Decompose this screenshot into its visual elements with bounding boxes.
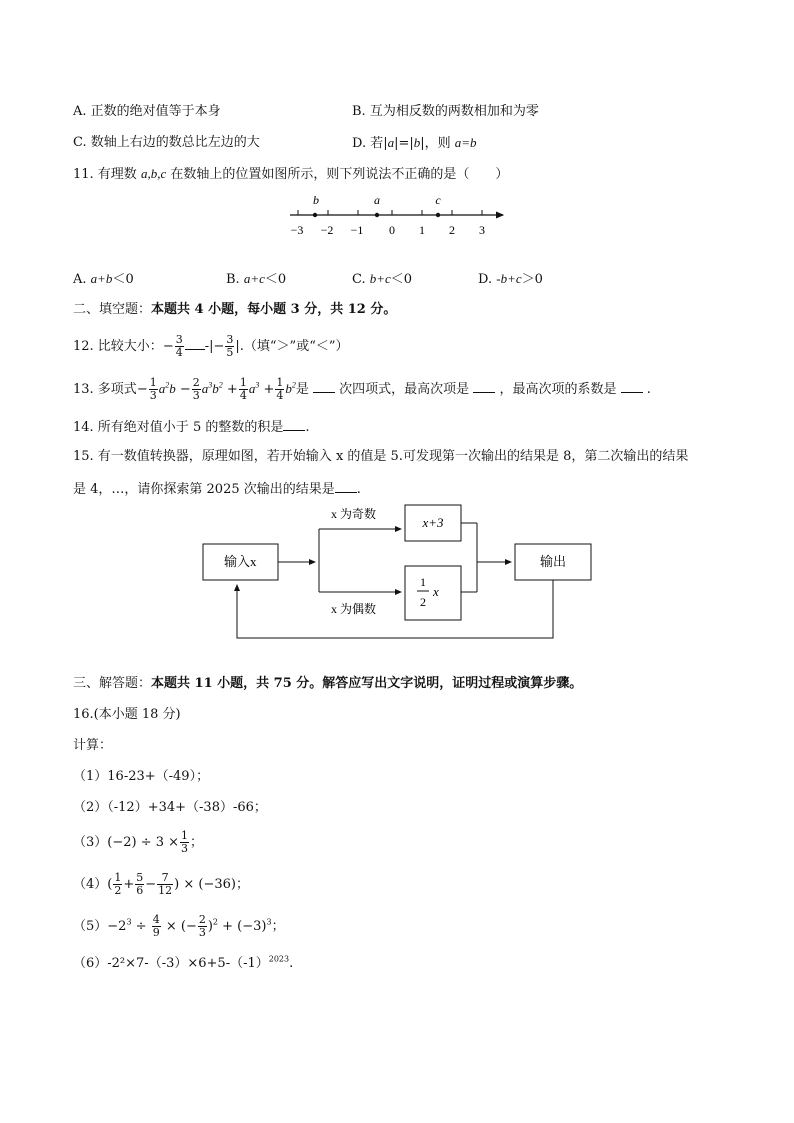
- q10-option-c: C. 数轴上右边的数总比左边的大: [73, 135, 260, 150]
- tick-label: −3: [290, 223, 304, 237]
- q12-answer-blank[interactable]: [185, 337, 205, 350]
- q15-flow-diagram: [195, 498, 600, 643]
- tick-label: 1: [419, 223, 425, 237]
- q13-blank-3[interactable]: [621, 380, 643, 393]
- q13-blank-2[interactable]: [473, 380, 495, 393]
- q13-text: 13. 多项式− $\frac{1}{3}$ $a^2b$ − $\frac{2}{3}$ $a^3b^2$ + $\frac{1}{4}$ $a^3$ + $\frac{1}{4}$ $b^2$是 次四项式，最高次项是 ，最高次项的系数是 .: [73, 376, 651, 402]
- q16-part6: $(6)-2^2\times 7-(-3)\times 6+5-(-1)^{2023}$.: [73, 954, 294, 971]
- q15-answer-blank[interactable]: [335, 480, 357, 493]
- q14-text: 14. 所有绝对值小于 5 的整数的积是 .: [73, 420, 310, 435]
- q11-option-c: C. b+c＜0: [352, 271, 413, 287]
- section2-heading: 二、填空题：本题共 4 小题，每小题 3 分，共 12 分。: [73, 302, 397, 317]
- q16-title: 16.(本小题 18 分): [73, 707, 181, 722]
- q11-option-d: D. -b+c＞0: [478, 271, 543, 287]
- q15-line2: 是 4，…，请你探索第 2025 次输出的结果是 .: [73, 482, 361, 497]
- point-c: [436, 213, 440, 217]
- q11-option-a: A. a+b＜0: [73, 271, 134, 287]
- q11-option-b: B. a+c＜0: [226, 271, 287, 287]
- section3-heading: 三、解答题：本题共 11 小题，共 75 分。解答应写出文字说明，证明过程或演算步骤。: [73, 676, 583, 691]
- q12-text: 12. 比较大小：− $\frac{3}{4}$ -|− $\frac{3}{5}$ |.（填“＞”或“＜”）: [73, 333, 349, 359]
- label-b: b: [313, 193, 319, 207]
- q16-intro: 计算：: [73, 738, 113, 753]
- even-label: x 为偶数: [331, 602, 377, 616]
- q16-part2: （2）（-12）+34+（-38）-66；: [73, 800, 267, 815]
- tick-label: −1: [350, 223, 364, 237]
- q16-part4: （4）( $\frac{1}{2}$ + $\frac{5}{6}$ − $\frac{7}{12}$ ) × (−36)；: [73, 871, 249, 897]
- tick-label: 2: [449, 223, 455, 237]
- q10-option-a: A. 正数的绝对值等于本身: [73, 104, 221, 119]
- tick-label: −2: [320, 223, 334, 237]
- label-a: a: [374, 193, 380, 207]
- q11-number-line: [285, 190, 515, 240]
- point-a: [375, 213, 379, 217]
- tick-label: 0: [389, 223, 395, 237]
- tick-label: 3: [479, 223, 485, 237]
- odd-box-label: x+3: [422, 515, 444, 530]
- q15-line1: 15. 有一数值转换器，原理如图，若开始输入 x 的值是 5.可发现第一次输出的结果是 8，第二次输出的结果: [73, 449, 689, 464]
- q14-answer-blank[interactable]: [283, 418, 305, 431]
- q10-option-d: D. 若|a|=|b|，则 a=b: [352, 135, 477, 151]
- output-label: 输出: [539, 554, 567, 569]
- point-b: [313, 213, 317, 217]
- q11-stem: 11. 有理数 a,b,c 在数轴上的位置如图所示，则下列说法不正确的是（ ）: [73, 166, 509, 182]
- even-box-numerator: 1: [420, 575, 426, 589]
- even-box-variable: x: [433, 584, 439, 599]
- input-label: 输入x: [224, 554, 257, 569]
- label-c: c: [435, 193, 441, 207]
- even-box-denominator: 2: [420, 595, 426, 609]
- q10-option-b: B. 互为相反数的两数相加和为零: [352, 104, 539, 119]
- q16-part3: （3）(−2) ÷ 3 × $\frac{1}{3}$ ；: [73, 829, 204, 855]
- q16-part1: （1）16-23+（-49）；: [73, 769, 210, 784]
- odd-label: x 为奇数: [331, 507, 377, 521]
- q13-blank-1[interactable]: [313, 380, 335, 393]
- q16-part5: $(5)-2^3$ ÷ $\frac{4}{9}$ × (− $\frac{2}{3}$ )$^2 + (-3)^3$；: [73, 913, 285, 939]
